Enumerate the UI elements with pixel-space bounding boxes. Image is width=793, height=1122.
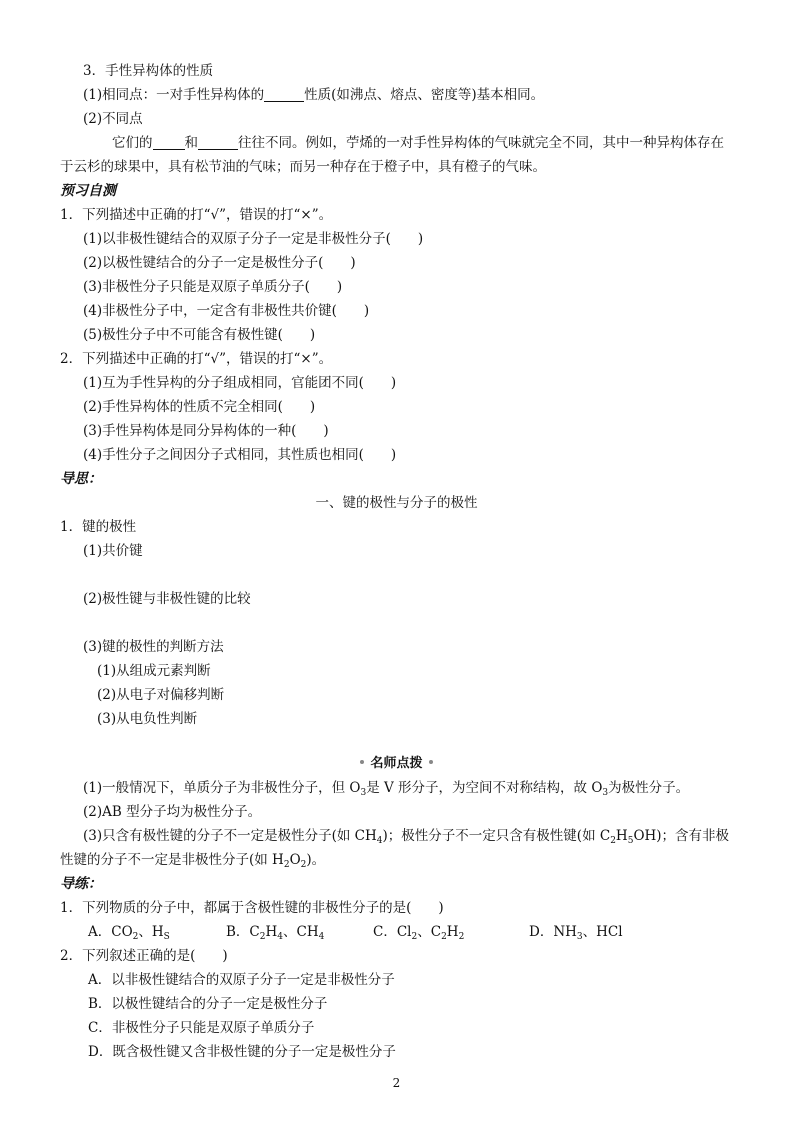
fill-blank-1[interactable] [264,87,304,102]
tips-title: 名师点拨 [370,756,423,771]
guide-sub-1: (1)共价键 [83,543,143,559]
diff-text-c: 往往不同。例如，苧烯的一对手性异构体的气味就完全不同，其中一种异构体存在 [238,135,724,151]
option-c[interactable]: C．$Cl_2$、$C_2H_2$ [373,924,465,942]
practice-q2-option[interactable]: D．既含极性键又含非极性键的分子一定是极性分子 [88,1044,396,1060]
guide-method: (2)从电子对偏移判断 [97,687,225,703]
practice-q2-option[interactable]: A．以非极性键结合的双原子分子一定是非极性分子 [88,972,395,988]
guide-header: 导思： [60,471,102,487]
tip-3-line-2-sub: 2 [300,860,307,870]
tip-1 [83,779,689,797]
guide-method: (3)从电负性判断 [97,711,198,727]
tip-1-sub: 3 [360,788,367,798]
tip-1-text-b: 是 V 形分子，为空间不对称结构，故 O [366,780,603,796]
same-point-prefix: (1)相同点：一对手性异构体的 [83,87,265,103]
same-point-suffix: 性质(如沸点、熔点、密度等)基本相同。 [304,87,545,103]
tip-3-line-2-sub: 2 [283,860,290,870]
tip-1-text-c: 为极性分子。 [608,780,690,796]
preview-q1-item: (4)非极性分子中，一定含有非极性共价键( ) [83,303,370,319]
bullet-dot-icon [429,760,433,764]
diff-text-b: 和 [184,135,198,151]
preview-q2-item: (4)手性分子之间因分子式相同，其性质也相同( ) [83,447,397,463]
preview-q2-item: (2)手性异构体的性质不完全相同( ) [83,399,316,415]
guide-item-1: 1．键的极性 [60,519,137,535]
preview-q1-item: (5)极性分子中不可能含有极性键( ) [83,327,316,343]
diff-point-line-2: 于云杉的球果中，具有松节油的气味；而另一种存在于橙子中，具有橙子的气味。 [60,159,546,175]
guide-method: (1)从组成元素判断 [97,663,211,679]
diff-point-title: (2)不同点 [83,111,143,127]
tip-3-line-2-text-a: 性键的分子不一定是非极性分子(如 H [60,852,284,868]
practice-header: 导练： [60,876,102,892]
practice-q2-option[interactable]: C．非极性分子只能是双原子单质分子 [88,1020,315,1036]
tip-3-line-2-text-c: )。 [306,852,326,868]
section-3-title: 3．手性异构体的性质 [83,63,214,79]
tip-3-sub: 4 [376,836,383,846]
same-point-line [83,86,544,104]
diff-point-line [112,134,724,152]
diff-text-a: 它们的 [112,135,153,151]
preview-q1-stem: 1．下列描述中正确的打“√”，错误的打“×”。 [60,207,333,223]
tip-1-text-a: (1)一般情况下，单质分子为非极性分子，但 O [83,780,361,796]
preview-q1-item: (2)以极性键结合的分子一定是极性分子( ) [83,255,356,271]
option-d[interactable]: D．$NH_3$、HCl [529,924,623,942]
tip-3-text-a: (3)只含有极性键的分子不一定是极性分子(如 CH [83,828,377,844]
preview-q1-item: (1)以非极性键结合的双原子分子一定是非极性分子( ) [83,231,424,247]
option-b[interactable]: B．$C_2H_4$、$CH_4$ [226,924,325,942]
guide-section-title: 一、键的极性与分子的极性 [315,495,478,511]
guide-sub-3: (3)键的极性的判断方法 [83,639,224,655]
fill-blank-3[interactable] [198,135,238,150]
tip-3-sub: 5 [627,836,634,846]
tip-3 [83,827,729,845]
fill-blank-2[interactable] [153,135,185,150]
guide-sub-2: (2)极性键与非极性键的比较 [83,591,251,607]
tip-1-sub: 3 [602,788,609,798]
tip-3-line-2 [60,851,325,869]
tip-3-text-d: OH)；含有非极 [633,828,730,844]
practice-q2-option[interactable]: B．以极性键结合的分子一定是极性分子 [88,996,328,1012]
practice-q1-stem: 1．下列物质的分子中，都属于含极性键的非极性分子的是( ) [60,900,444,916]
tip-3-text-c: H [615,828,628,844]
bullet-dot-icon [360,760,364,764]
preview-q2-item: (3)手性异构体是同分异构体的一种( ) [83,423,329,439]
tip-3-text-b: )；极性分子不一定只含有极性键(如 C [382,828,611,844]
tip-3-sub: 2 [610,836,616,846]
page-number: 2 [392,1076,401,1090]
preview-q1-item: (3)非极性分子只能是双原子单质分子( ) [83,279,343,295]
option-a[interactable]: A．$CO_2$、$H_S$ [88,924,170,942]
tip-2: (2)AB 型分子均为极性分子。 [83,804,262,820]
preview-header: 预习自测 [60,183,116,199]
tips-title-row [0,755,793,773]
tip-3-line-2-text-b: O [289,852,301,868]
preview-q2-stem: 2．下列描述中正确的打“√”，错误的打“×”。 [60,351,333,367]
practice-q2-stem: 2．下列叙述正确的是( ) [60,948,228,964]
preview-q2-item: (1)互为手性异构的分子组成相同，官能团不同( ) [83,375,397,391]
